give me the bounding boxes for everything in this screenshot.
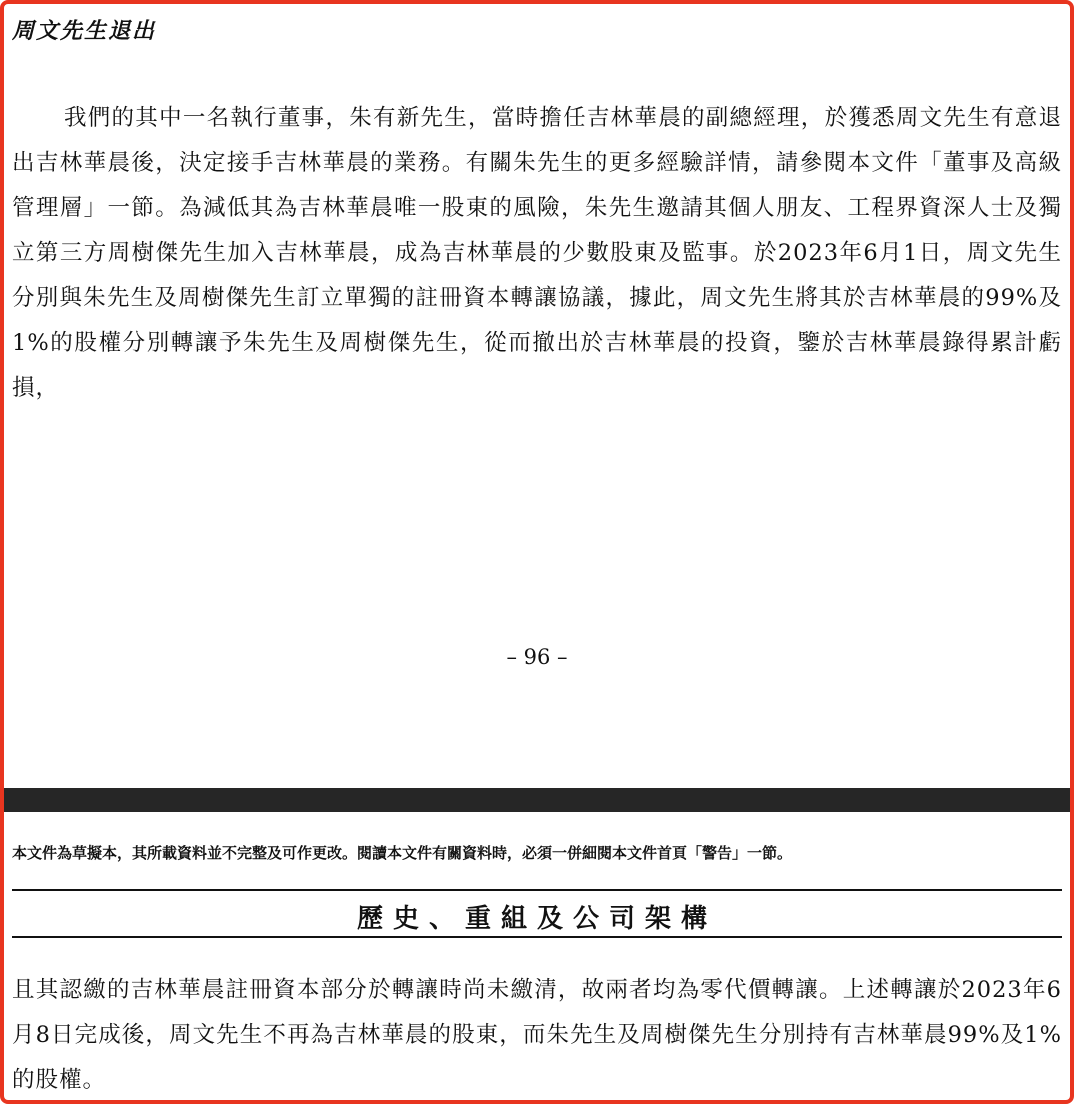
title-bottom-rule <box>12 936 1062 938</box>
section-heading: 周文先生退出 <box>12 18 157 44</box>
page-separator-bar <box>4 788 1070 812</box>
paragraph-2-text: 且其認繳的吉林華晨註冊資本部分於轉讓時尚未繳清，故兩者均為零代價轉讓。上述轉讓於2023年6月8日完成後，周文先生不再為吉林華晨的股東，而朱先生及周樹傑先生分別持有吉林華晨99%及1%的股權。 <box>12 977 1062 1093</box>
page-number: – 96 – <box>506 645 568 669</box>
title-top-rule <box>12 889 1062 891</box>
body-paragraph-1 <box>12 96 1062 411</box>
paragraph-1-text: 我們的其中一名執行董事，朱有新先生，當時擔任吉林華晨的副總經理，於獲悉周文先生有意退出吉林華晨後，決定接手吉林華晨的業務。有關朱先生的更多經驗詳情，請參閱本文件「董事及高級管理層」一節。為減低其為吉林華晨唯一股東的風險，朱先生邀請其個人朋友、工程界資深人士及獨立第三方周樹傑先生加入吉林華晨，成為吉林華晨的少數股東及監事。於2023年6月1日，周文先生分別與朱先生及周樹傑先生訂立單獨的註冊資本轉讓協議，據此，周文先生將其於吉林華晨的99%及1%的股權分別轉讓予朱先生及周樹傑先生，從而撤出於吉林華晨的投資，鑒於吉林華晨錄得累計虧損， <box>12 105 1062 401</box>
body-paragraph-2 <box>12 968 1062 1103</box>
section-title: 歷史、重組及公司架構 <box>356 904 717 934</box>
draft-notice: 本文件為草擬本，其所載資料並不完整及可作更改。閱讀本文件有關資料時，必須一併細閱本文件首頁「警告」一節。 <box>12 844 793 862</box>
